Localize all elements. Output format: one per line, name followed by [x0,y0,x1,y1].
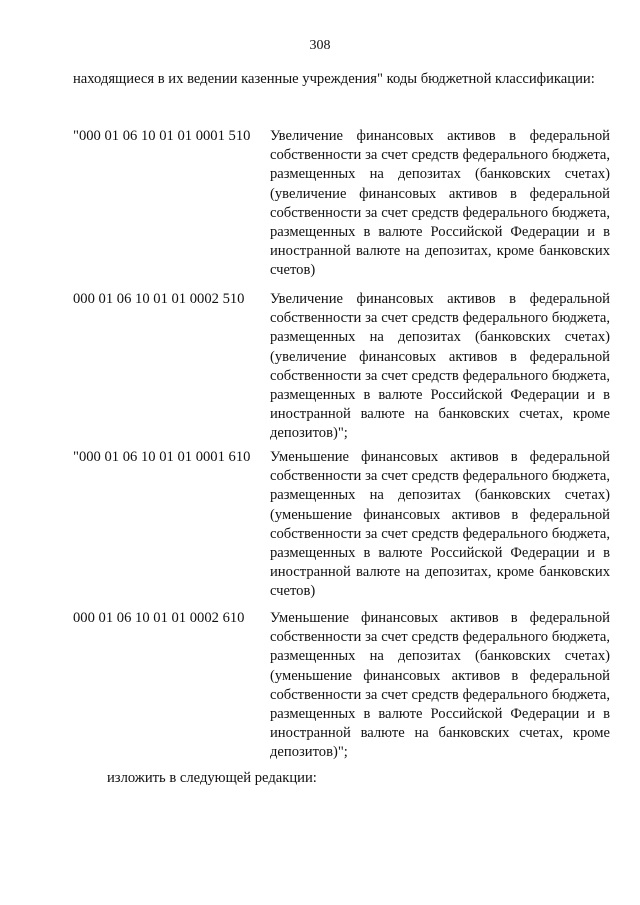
code-description: Уменьшение финансовых активов в федеральной собственности за счет средств федерального бюджета, размещенных на депозитах (банковских счетах) (уменьшение финансовых активов в федеральной собственности за счет средств федерального бюджета, размещенных в валюте Российской Федерации и в иностранной валюте на банковских счетах, кроме депозитов)"; [270,610,610,761]
intro-paragraph: находящиеся в их ведении казенные учреждения" коды бюджетной классификации: [73,71,595,87]
page-number: 308 [309,38,331,53]
classification-entry [73,609,610,763]
budget-code: "000 01 06 10 01 01 0001 610 [73,449,251,465]
code-description: Увеличение финансовых активов в федеральной собственности за счет средств федерального бюджета, размещенных на депозитах (банковских счетах) (увеличение финансовых активов в федеральной собственности за счет средств федерального бюджета, размещенных в валюте Российской Федерации и в иностранной валюте на депозитах, кроме банковских счетов) [270,128,610,279]
closing-line: изложить в следующей редакции: [107,770,317,786]
code-description: Увеличение финансовых активов в федеральной собственности за счет средств федерального бюджета, размещенных на депозитах (банковских счетах) (увеличение финансовых активов в федеральной собственности за счет средств федерального бюджета, размещенных в валюте Российской Федерации и в иностранной валюте на банковских счетах, кроме депозитов)"; [270,291,610,442]
budget-code: 000 01 06 10 01 01 0002 610 [73,610,245,626]
classification-entry [73,290,610,444]
classification-entry [73,448,610,602]
code-description: Уменьшение финансовых активов в федеральной собственности за счет средств федерального бюджета, размещенных на депозитах (банковских счетах) (уменьшение финансовых активов в федеральной собственности за счет средств федерального бюджета, размещенных в валюте Российской Федерации и в иностранной валюте на депозитах, кроме банковских счетов) [270,449,610,600]
budget-code: 000 01 06 10 01 01 0002 510 [73,291,245,307]
budget-code: "000 01 06 10 01 01 0001 510 [73,128,251,144]
classification-entry [73,127,610,281]
